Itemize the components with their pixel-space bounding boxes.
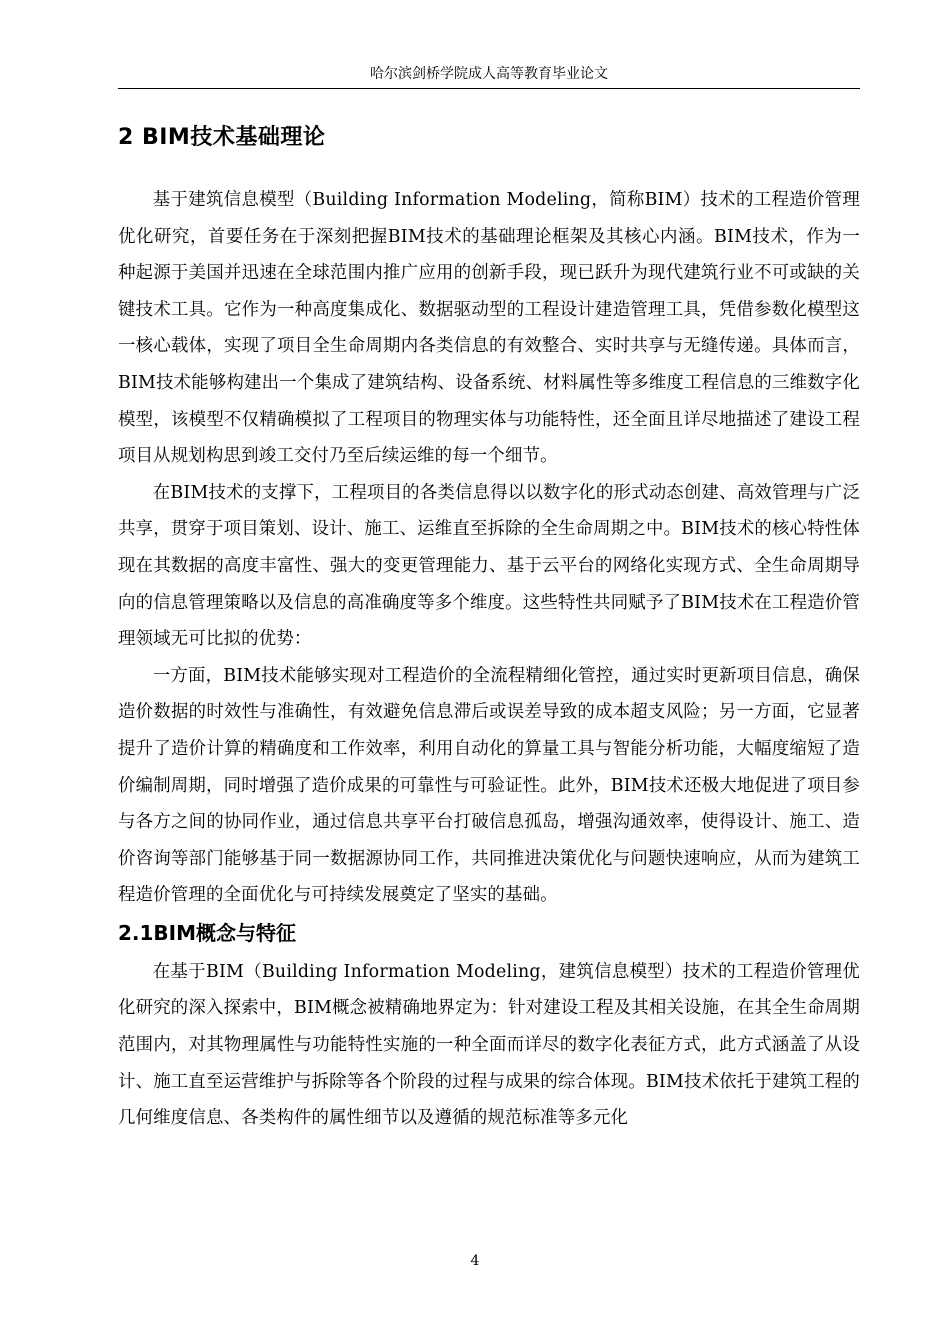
section-paragraph-1: 在基于BIM（Building Information Modeling，建筑信息模型）技术的工程造价管理优化研究的深入探索中，BIM概念被精确地界定为：针对建设工程及其相关设施，在其全生命周期范围内，对其物理属性与功能特性实施的一种全面而详尽的数字化表征方式，此方式涵盖了从设计、施工直至运营维护与拆除等各个阶段的过程与成果的综合体现。BIM技术依托于建筑工程的几何维度信息、各类构件的属性细节以及遵循的规范标准等多元化 xyxy=(118,961,860,1129)
chapter-paragraph-2: 在BIM技术的支撑下，工程项目的各类信息得以以数字化的形式动态创建、高效管理与广泛共享，贯穿于项目策划、设计、施工、运维直至拆除的全生命周期之中。BIM技术的核心特性体现在其数据的高度丰富性、强大的变更管理能力、基于云平台的网络化实现方式、全生命周期导向的信息管理策略以及信息的高准确度等多个维度。这些特性共同赋予了BIM技术在工程造价管理领域无可比拟的优势： xyxy=(118,482,860,650)
chapter-paragraph-3: 一方面，BIM技术能够实现对工程造价的全流程精细化管控，通过实时更新项目信息，确保造价数据的时效性与准确性，有效避免信息滞后或误差导致的成本超支风险；另一方面，它显著提升了造价计算的精确度和工作效率，利用自动化的算量工具与智能分析功能，大幅度缩短了造价编制周期，同时增强了造价成果的可靠性与可验证性。此外，BIM技术还极大地促进了项目参与各方之间的协同作业，通过信息共享平台打破信息孤岛，增强沟通效率，使得设计、施工、造价咨询等部门能够基于同一数据源协同工作，共同推进决策优化与问题快速响应，从而为建筑工程造价管理的全面优化与可持续发展奠定了坚实的基础。 xyxy=(118,665,860,906)
page-header: 哈尔滨剑桥学院成人高等教育毕业论文 xyxy=(370,66,608,82)
page-content xyxy=(118,120,860,1137)
section-title: 2.1BIM概念与特征 xyxy=(118,920,297,945)
page-number: 4 xyxy=(470,1253,480,1269)
chapter-paragraph-1: 基于建筑信息模型（Building Information Modeling，简称BIM）技术的工程造价管理优化研究，首要任务在于深刻把握BIM技术的基础理论框架及其核心内涵。BIM技术，作为一种起源于美国并迅速在全球范围内推广应用的创新手段，现已跃升为现代建筑行业不可或缺的关键技术工具。它作为一种高度集成化、数据驱动型的工程设计建造管理工具，凭借参数化模型这一核心载体，实现了项目全生命周期内各类信息的有效整合、实时共享与无缝传递。具体而言，BIM技术能够构建出一个集成了建筑结构、设备系统、材料属性等多维度工程信息的三维数字化模型，该模型不仅精确模拟了工程项目的物理实体与功能特性，还全面且详尽地描述了建设工程项目从规划构思到竣工交付乃至后续运维的每一个细节。 xyxy=(118,190,860,467)
chapter-title: 2 BIM技术基础理论 xyxy=(118,125,326,150)
header-rule xyxy=(118,88,860,89)
